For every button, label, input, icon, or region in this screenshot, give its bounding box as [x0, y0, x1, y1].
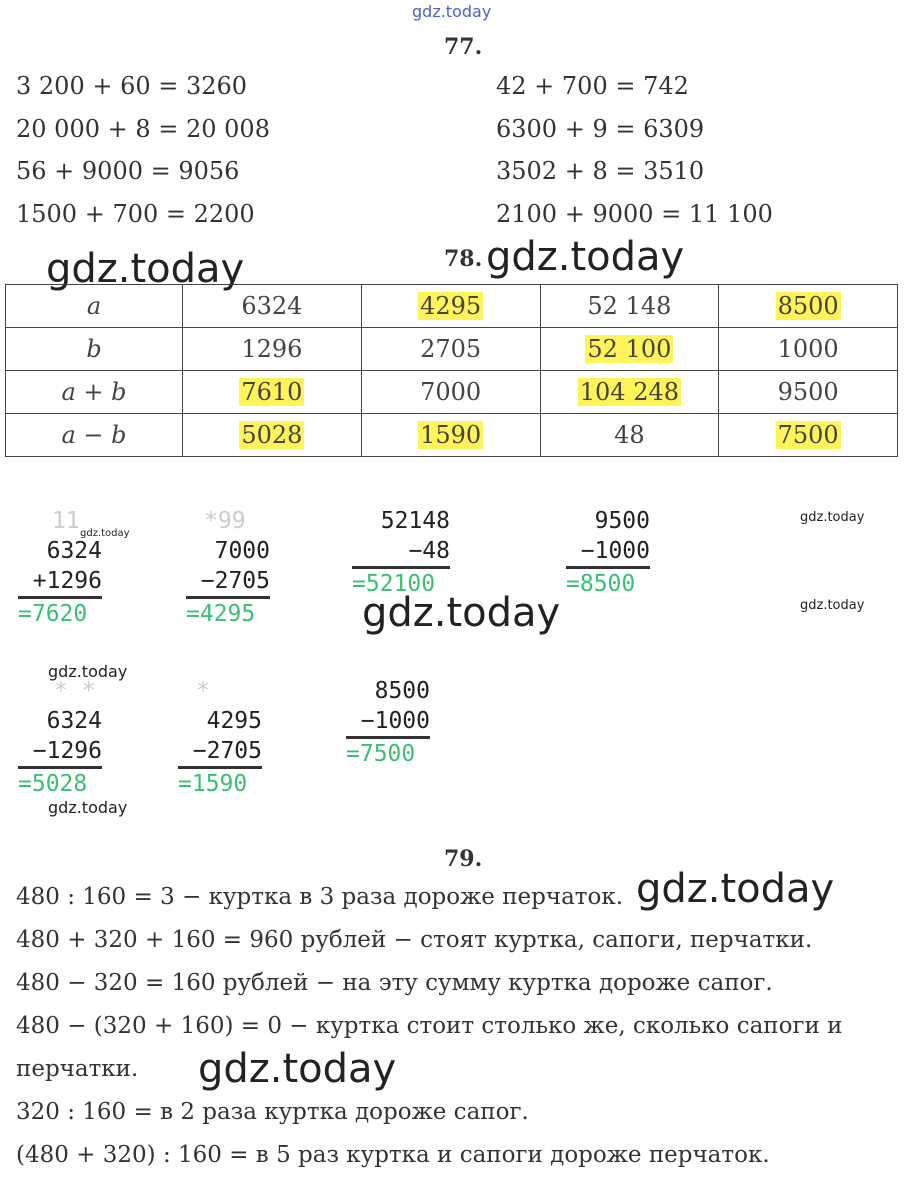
operand-top: 4295	[206, 708, 262, 734]
table-cell	[540, 328, 719, 371]
table-cell	[361, 414, 540, 457]
task-79-line: 320 : 160 = в 2 раза куртка дороже сапог.	[16, 1099, 529, 1125]
operand-top: 52148	[380, 508, 450, 534]
highlighted-value: 8500	[777, 292, 839, 320]
task-79-line: 480 : 160 = 3 − куртка в 3 раза дороже перчаток.	[16, 884, 624, 910]
watermark-big: gdz.today	[198, 1046, 397, 1092]
task-77-left-line: 20 000 + 8 = 20 008	[16, 115, 270, 143]
task-77-right-line: 42 + 700 = 742	[496, 72, 689, 100]
watermark-small: gdz.today	[80, 528, 130, 539]
watermark-small: gdz.today	[800, 598, 865, 613]
highlighted-value: 104 248	[579, 378, 679, 406]
column-calc	[18, 676, 102, 799]
table-cell	[719, 285, 898, 328]
calc-result: =8500	[566, 571, 636, 597]
watermark-small: gdz.today	[48, 662, 128, 681]
task-77-left-line: 3 200 + 60 = 3260	[16, 72, 248, 100]
column-calc	[352, 506, 450, 599]
table-cell	[540, 371, 719, 414]
carry-marks: *99	[204, 508, 246, 534]
operand-top: 6324	[46, 538, 102, 564]
table-cell: 48	[540, 414, 719, 457]
row-label: a	[6, 285, 183, 328]
calc-result: =7620	[18, 601, 88, 627]
table-cell	[183, 371, 362, 414]
row-label: a + b	[6, 371, 183, 414]
row-label: a − b	[6, 414, 183, 457]
table-cell	[361, 285, 540, 328]
task-77-right-line: 3502 + 8 = 3510	[496, 157, 705, 185]
column-calc	[566, 506, 650, 599]
table-row	[6, 328, 898, 371]
carry-marks: * *	[54, 678, 96, 704]
task-78-table	[5, 284, 898, 457]
operand-bottom: −2705	[178, 736, 262, 769]
watermark-small: gdz.today	[48, 798, 128, 817]
column-calc	[18, 506, 102, 629]
task-79-line: 480 − (320 + 160) = 0 − куртка стоит столько же, сколько сапоги и	[16, 1013, 843, 1039]
watermark-big: gdz.today	[486, 234, 685, 280]
table-cell	[183, 414, 362, 457]
table-row	[6, 414, 898, 457]
watermark-big: gdz.today	[362, 590, 561, 636]
table-cell: 1296	[183, 328, 362, 371]
operand-bottom: −1000	[346, 706, 430, 739]
watermark-top: gdz.today	[412, 2, 492, 21]
table-cell	[719, 414, 898, 457]
table-row	[6, 371, 898, 414]
calc-result: =5028	[18, 771, 88, 797]
calc-result: =1590	[178, 771, 248, 797]
table-cell: 52 148	[540, 285, 719, 328]
calc-result: =4295	[186, 601, 256, 627]
column-calc	[178, 676, 262, 799]
operand-bottom: −48	[352, 536, 450, 569]
task-79-line: 480 − 320 = 160 рублей − на эту сумму куртка дороже сапог.	[16, 970, 773, 996]
column-calc	[346, 676, 430, 769]
table-cell: 7000	[361, 371, 540, 414]
operand-bottom: +1296	[18, 566, 102, 599]
operand-top: 9500	[594, 508, 650, 534]
table-cell: 9500	[719, 371, 898, 414]
table-cell: 1000	[719, 328, 898, 371]
operand-bottom: −1000	[566, 536, 650, 569]
highlighted-value: 7610	[241, 378, 303, 406]
highlighted-value: 5028	[241, 421, 303, 449]
watermark-small: gdz.today	[800, 510, 865, 525]
task-77-left-line: 1500 + 700 = 2200	[16, 200, 255, 228]
operand-top: 7000	[214, 538, 270, 564]
column-calc	[186, 506, 270, 629]
carry-marks: *	[196, 678, 210, 704]
calc-result: =52100	[352, 571, 436, 597]
task-77-right-line: 2100 + 9000 = 11 100	[496, 200, 773, 228]
carry-marks: 11	[52, 508, 80, 534]
operand-top: 8500	[374, 678, 430, 704]
operand-bottom: −1296	[18, 736, 102, 769]
calc-result: =7500	[346, 741, 416, 767]
watermark-big: gdz.today	[636, 866, 835, 912]
operand-bottom: −2705	[186, 566, 270, 599]
task-78-title: 78.	[444, 246, 483, 272]
watermark-big: gdz.today	[46, 246, 245, 292]
task-77-right-line: 6300 + 9 = 6309	[496, 115, 705, 143]
highlighted-value: 4295	[420, 292, 482, 320]
table-cell: 2705	[361, 328, 540, 371]
task-79-title: 79.	[444, 846, 483, 872]
table-cell: 6324	[183, 285, 362, 328]
task-79-line: 480 + 320 + 160 = 960 рублей − стоят куртка, сапоги, перчатки.	[16, 927, 813, 953]
task-79-line: (480 + 320) : 160 = в 5 раз куртка и сапоги дороже перчаток.	[16, 1142, 770, 1168]
operand-top: 6324	[46, 708, 102, 734]
highlighted-value: 7500	[777, 421, 839, 449]
highlighted-value: 52 100	[587, 335, 672, 363]
highlighted-value: 1590	[420, 421, 482, 449]
table-row	[6, 285, 898, 328]
task-79-line: перчатки.	[16, 1056, 139, 1082]
task-77-title: 77.	[444, 34, 483, 60]
task-77-left-line: 56 + 9000 = 9056	[16, 157, 240, 185]
row-label: b	[6, 328, 183, 371]
